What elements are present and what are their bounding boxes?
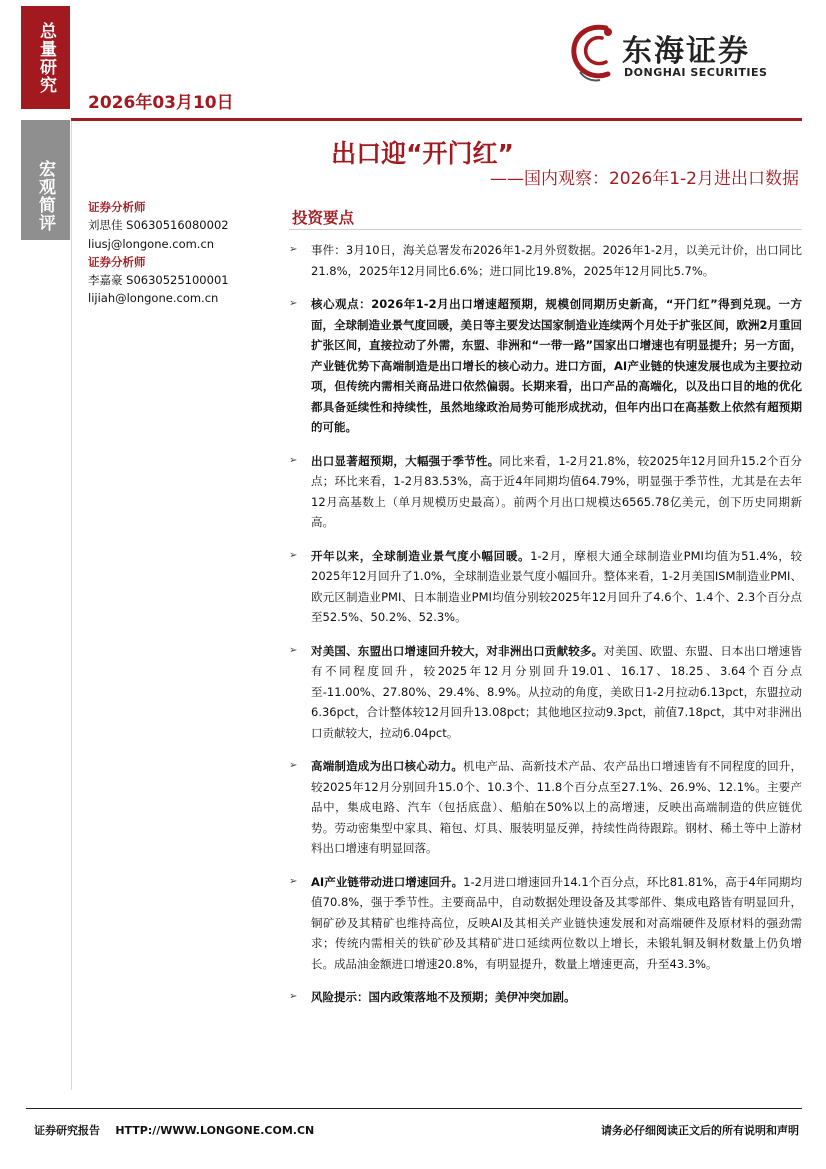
- key-point-text: 同比来看，1-2月21.8%，较2025年12月回升15.2个百分点；环比来看，1-2月83.53%，高于近4年同期均值64.79%，明显强于季节性，尤其是在去年12月高基数上（单月规模历史最高）。前两个月出口规模达6565.78亿美元，创下历史同期新高。: [311, 453, 802, 529]
- brand-name-cn: 东海证券: [622, 34, 750, 69]
- bullet-arrow-icon: ➢: [289, 454, 298, 466]
- bullet-arrow-icon: ➢: [289, 991, 298, 1002]
- sidebar-category-label: 总量研究: [36, 21, 56, 94]
- key-point-heading: 开年以来，全球制造业景气度小幅回暖。: [311, 548, 531, 563]
- footer-divider: [26, 1108, 802, 1109]
- footer-disclaimer: 请务必仔细阅读正文后的所有说明和声明: [601, 1124, 799, 1137]
- key-point-heading: 核心观点：2026年1-2月出口增速超预期，规模创同期历史新高，“开门红”得到兑现。一方面，全球制造业景气度回暖，美日等主要发达国家制造业连续两个月处于扩张区间，欧洲2月重回扩张区间，直接拉动了外需，东盟、非洲和“一带一路”国家出口增速也有明显提升；另一方面，产业链优势下高端制造是出口增长的核心动力。进口方面，AI产业链的快速发展也成为主要拉动项，但传统内需相关商品进口依然偏弱。长期来看，出口产品的高端化，以及出口目的地的优化都具备延续性和持续性，虽然地缘政治局势可能形成扰动，但年内出口在高基数上依然有超预期的可能。: [311, 297, 802, 434]
- key-point-text: 1-2月，摩根大通全球制造业PMI均值为51.4%，较2025年12月回升了1.0%，全球制造业景气度小幅回升。整体来看，1-2月美国ISM制造业PMI、欧元区制造业PMI、日本制造业PMI均值分别较2025年12月回升了4.6个、1.4个、2.3个百分点至52.5%、50.2%、52.3%。: [311, 548, 802, 624]
- section-divider: [289, 229, 802, 230]
- analyst-role: 证券分析师: [88, 254, 146, 269]
- key-point-item: [286, 872, 802, 975]
- analyst-email[interactable]: lijiah@longone.com.cn: [88, 291, 219, 306]
- key-point-heading: 风险提示：国内政策落地不及预期；美伊冲突加剧。: [311, 990, 576, 1004]
- header-divider: [71, 118, 802, 121]
- key-point-text: 事件：3月10日，海关总署发布2026年1-2月外贸数据。2026年1-2月，以美元计价，出口同比21.8%，2025年12月同比6.6%；进口同比19.8%，2025年12月同比5.7%。: [311, 243, 802, 278]
- sidebar-report-type: [21, 120, 70, 240]
- key-point-item: [286, 546, 802, 628]
- key-point-item: [286, 240, 802, 281]
- company-logo: [566, 22, 802, 88]
- key-point-heading: 高端制造成为出口核心动力。: [311, 759, 464, 773]
- key-point-item: [286, 294, 802, 438]
- key-point-item: [286, 451, 802, 533]
- bullet-arrow-icon: ➢: [289, 549, 298, 561]
- key-point-heading: AI产业链带动进口增速回升。: [311, 874, 464, 889]
- key-point-item: [286, 987, 802, 1008]
- key-point-text: 对美国、欧盟、东盟、日本出口增速皆有不同程度回升，较2025年12月分别回升19.01、16.17、18.25、3.64个百分点至-11.00%、27.80%、29.4%、8.9%。从拉动的角度，美欧日1-2月拉动6.13pct，东盟拉动6.36pct，合计整体较12月回升13.08pct；其他地区拉动9.3pct，前值7.18pct，其中对非洲出口贡献较大，拉动6.04pct。: [311, 643, 802, 740]
- key-point-heading: 对美国、东盟出口增速回升较大，对非洲出口贡献较多。: [311, 643, 604, 658]
- bullet-arrow-icon: ➢: [289, 760, 298, 771]
- key-point-heading: 出口显著超预期，大幅强于季节性。: [311, 453, 500, 468]
- sidebar-category: [21, 6, 70, 109]
- key-point-text: 1-2月进口增速回升14.1个百分点，环比81.81%，高于4年同期均值70.8%，强于季节性。主要商品中，自动数据处理设备及其零部件、集成电路皆有明显回升，铜矿砂及其精矿也维持高位，反映AI及其相关产业链快速发展和对高端硬件及原材料的强劲需求；传统内需相关的铁矿砂及其精矿进口延续两位数以上增长，未锻轧铜及铜材数量上仍负增长。成品油金额进口增速20.8%，有明显提升，数量上增速更高，升至43.3%。: [311, 874, 802, 971]
- key-point-item: [286, 641, 802, 744]
- analyst-name-id: 李嘉豪 S0630525100001: [88, 273, 229, 288]
- analyst-name-id: 刘思佳 S0630516080002: [88, 218, 229, 233]
- brand-name-en: DONGHAI SECURITIES: [624, 66, 768, 79]
- analyst-list: [88, 198, 229, 308]
- bullet-arrow-icon: ➢: [289, 644, 298, 656]
- sidebar-divider: [71, 120, 72, 1090]
- sidebar-report-type-label: 宏观简评: [35, 160, 55, 232]
- bullet-arrow-icon: ➢: [289, 244, 298, 255]
- dragon-logo-icon: [566, 22, 622, 84]
- report-title: 出口迎“开门红”: [331, 139, 514, 168]
- analyst-role: 证券分析师: [88, 200, 146, 214]
- report-date: 2026年03月10日: [88, 93, 234, 113]
- footer-website[interactable]: 证券研究报告 HTTP://WWW.LONGONE.COM.CN: [34, 1124, 315, 1137]
- section-title: 投资要点: [292, 209, 355, 227]
- bullet-arrow-icon: ➢: [289, 298, 298, 309]
- key-points: [286, 240, 802, 1021]
- report-subtitle: ——国内观察：2026年1-2月进出口数据: [489, 169, 799, 189]
- key-point-item: [286, 756, 802, 859]
- key-point-text: 机电产品、高新技术产品、农产品出口增速皆有不同程度的回升，较2025年12月分别回升15.0个、10.3个、11.8个百分点至27.1%、26.9%、12.1%。主要产品中，集成电路、汽车（包括底盘）、船舶在50%以上的高增速，反映出高端制造的供应链优势。劳动密集型中家具、箱包、灯具、服装明显反弹，持续性尚待跟踪。钢材、稀土等中上游材料出口增速有明显回落。: [311, 759, 803, 855]
- analyst-email[interactable]: liusj@longone.com.cn: [88, 236, 215, 251]
- bullet-arrow-icon: ➢: [289, 875, 298, 887]
